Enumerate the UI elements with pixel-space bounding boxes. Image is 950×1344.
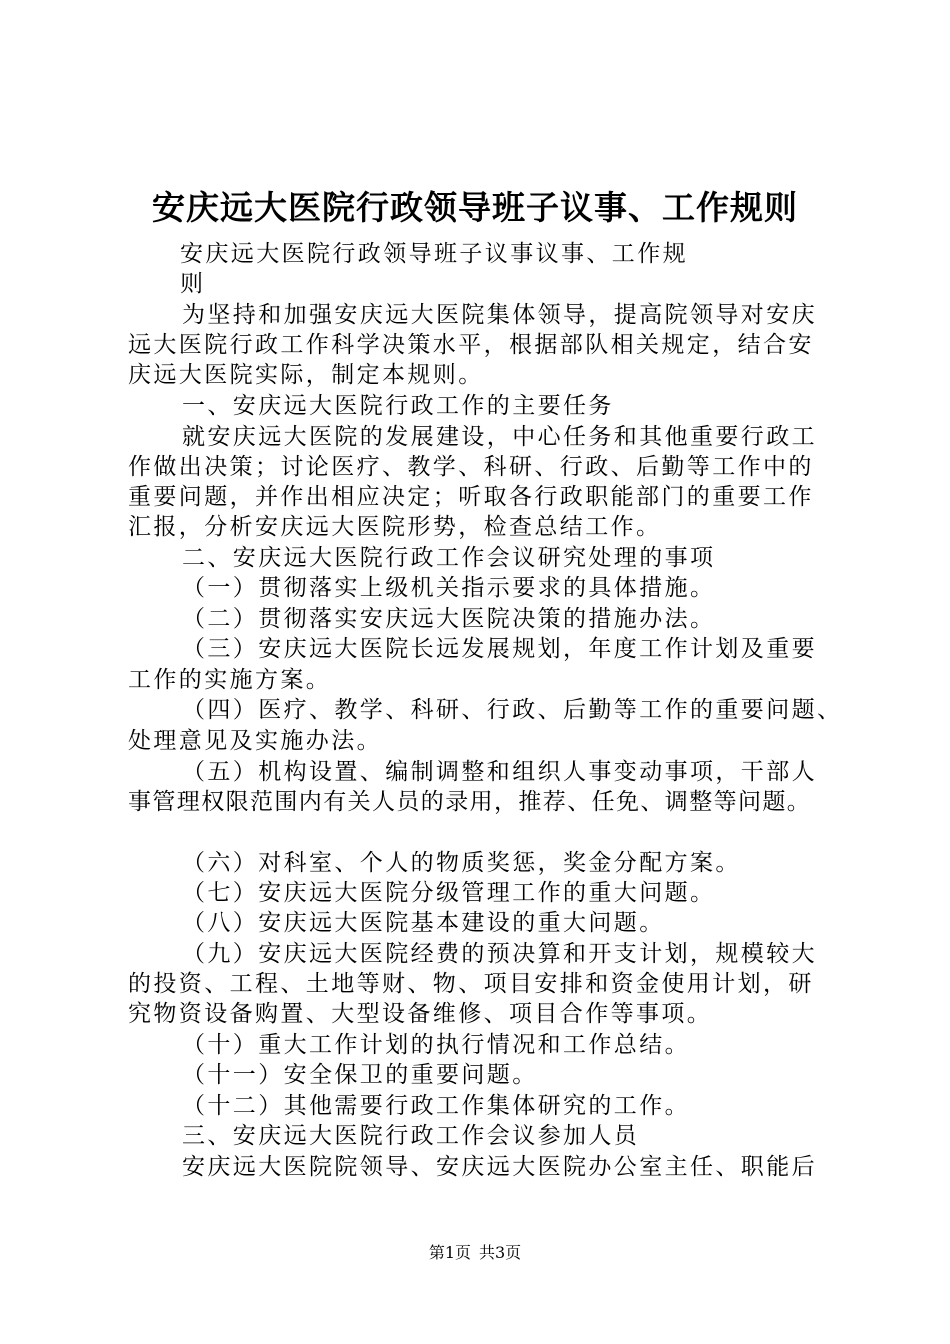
list-item: （十）重大工作计划的执行情况和工作总结。 [182,1032,690,1058]
paragraph-line: 汇报，分析安庆远大医院形势，检查总结工作。 [128,514,662,540]
paragraph-line: 庆远大医院实际，制定本规则。 [128,362,484,388]
paragraph-line: 重要问题，并作出相应决定；听取各行政职能部门的重要工作 [128,484,814,510]
list-item: （四）医疗、教学、科研、行政、后勤等工作的重要问题、 [182,697,843,723]
paragraph-line: 就安庆远大医院的发展建设，中心任务和其他重要行政工 [182,424,817,450]
page-footer [0,1242,950,1264]
list-item: （十一）安全保卫的重要问题。 [182,1062,538,1088]
list-item: （一）贯彻落实上级机关指示要求的具体措施。 [182,575,716,601]
list-item: （六）对科室、个人的物质奖惩，奖金分配方案。 [182,850,741,876]
list-item: （五）机构设置、编制调整和组织人事变动事项，干部人 [182,759,817,785]
list-item: （七）安庆远大医院分级管理工作的重大问题。 [182,880,716,906]
paragraph-line: 安庆远大医院院领导、安庆远大医院办公室主任、职能后 [182,1154,817,1180]
list-item: （八）安庆远大医院基本建设的重大问题。 [182,910,665,936]
section-heading: 三、安庆远大医院行政工作会议参加人员 [182,1123,640,1149]
page-number: 第1页 [428,1243,471,1262]
list-item: 究物资设备购置、大型设备维修、项目合作等事项。 [128,1001,713,1027]
list-item: （十二）其他需要行政工作集体研究的工作。 [182,1093,690,1119]
paragraph-line: 远大医院行政工作科学决策水平，根据部队相关规定，结合安 [128,332,814,358]
section-heading: 二、安庆远大医院行政工作会议研究处理的事项 [182,545,716,571]
list-item: 处理意见及实施办法。 [128,728,382,754]
list-item: 事管理权限范围内有关人员的录用，推荐、任免、调整等问题。 [128,789,812,815]
list-item: 的投资、工程、土地等财、物、项目安排和资金使用计划，研 [128,971,814,997]
paragraph-line: 作做出决策；讨论医疗、教学、科研、行政、后勤等工作中的 [128,454,814,480]
paragraph-line: 为坚持和加强安庆远大医院集体领导，提高院领导对安庆 [182,302,817,328]
list-item: （九）安庆远大医院经费的预决算和开支计划，规模较大 [182,941,817,967]
page-total: 共3页 [479,1243,522,1262]
subtitle-line-2: 则 [180,271,206,297]
list-item: （二）贯彻落实安庆远大医院决策的措施办法。 [182,606,716,632]
section-heading: 一、安庆远大医院行政工作的主要任务 [182,393,614,419]
list-item: （三）安庆远大医院长远发展规划，年度工作计划及重要 [182,636,817,662]
subtitle-line-1: 安庆远大医院行政领导班子议事议事、工作规 [180,241,688,267]
list-item: 工作的实施方案。 [128,667,332,693]
document-title: 安庆远大医院行政领导班子议事、工作规则 [152,188,798,227]
